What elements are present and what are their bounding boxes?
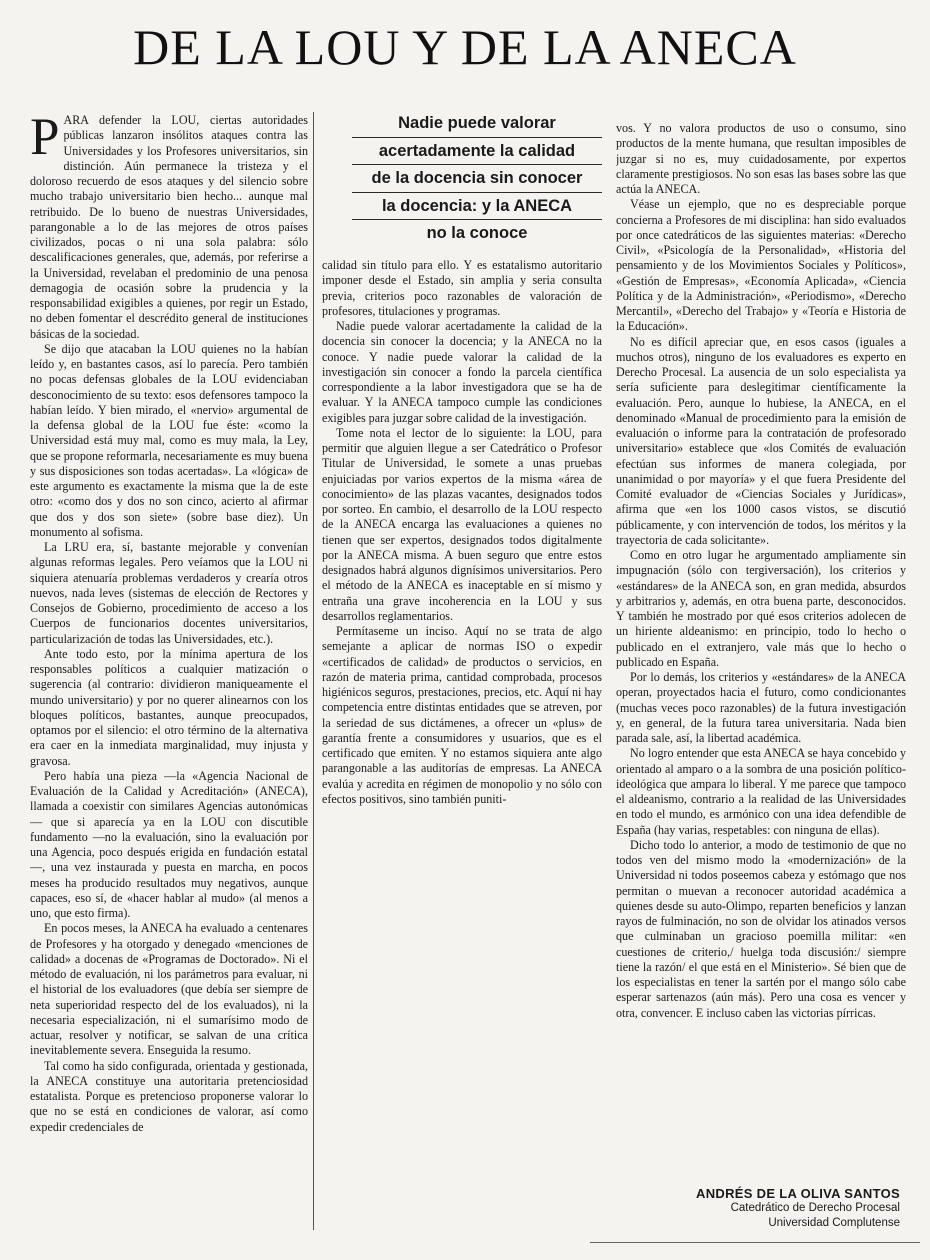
paragraph: Tal como ha sido configurada, orientada y gestionada, la ANECA constituye una autoritaria pretenciosidad estatalista. Porque es pretencioso proponerse valorar lo que no se está en condiciones de valorar, así como expedir credenciales de (30, 1058, 308, 1134)
paragraph: Dicho todo lo anterior, a modo de testimonio de que no todos ven del mismo modo la «modernización» de la Universidad ni todos poseemos cabeza y estómago que nos permitan o muevan a reconocer autoridad académica a quienes desde su auto-Olimpo, reparten beneficios y lanzan rayos de fulminación, no son de olvidar los atinados versos que culminaban un gracioso poemilla militar: «en cuestiones de criterio,/ huelga toda discusión:/ siempre tiene la razón/ el que está en el Ministerio». Sé bien que de los especialistas en tener la sartén por el mango sólo cabe esperar sartenazos (aún más). Pero una cosa es vencer y otra, convencer. E incluso caben las victorias pírricas. (616, 837, 906, 1020)
paragraph: Véase un ejemplo, que no es despreciable porque concierna a Profesores de mi disciplina: han sido evaluados por once catedráticos de las siguientes materias: «Derecho Civil», «Psicología de la Personalidad», «Historia del pensamiento y de los Movimientos Sociales y Políticos», «Gestión de Empresas», «Economía Aplicada», «Ciencia Política y de la Administración», «Periodismo», «Derecho Mercantil», «Derecho del Trabajo» y «Teoría e Historia de la Educación». (616, 197, 906, 334)
paragraph: Pero había una pieza —la «Agencia Nacional de Evaluación de la Calidad y Acreditación» (ANECA), llamada a coexistir con similares Agencias autonómicas— que si aparecía ya en la LOU con discutible fundamento —no la evaluación, sino la evaluación por una Agencia, poco después erigida en fundación estatal—, una vez instaurada y puesta en marcha, en pocos meses ha producido resultados muy negativos, aunque capaces, eso sí, de «hacer hablar al mudo» (al menos a uno, que esto firma). (30, 768, 308, 920)
paragraph: calidad sin título para ello. Y es estatalismo autoritario imponer desde el Estado, sin amplia y seria consulta previa, criterios poco razonables de valoración de profesores, titulaciones y programas. (322, 258, 602, 318)
pull-quote (352, 110, 602, 247)
paragraph: No es difícil apreciar que, en esos casos (iguales a muchos otros), ninguno de los evaluadores es experto en Derecho Procesal. La ausencia de un solo especialista ya sería suficiente para deslegitimar científicamente la evaluación. Pero, aunque lo hubiese, la ANECA, en el denominado «Manual de procedimiento para la emisión de evaluación o informe para la contratación de profesorado universitario» establece que «los Comités de evaluación efectúan sus informes de manera colegiada, por unanimidad o por mayoría» y el que fuera Presidente del Comité evaluador de «Ciencias Sociales y Jurídicas», afirma que «en los 1000 casos vistos, se discutió públicamente, y con intervención de todos, los méritos y la trayectoria de cada solicitante». (616, 334, 906, 547)
paragraph: La LRU era, sí, bastante mejorable y convenían algunas reformas legales. Pero veíamos que la LOU ni siquiera atenuaría problemas verdaderos y crearía otros nuevos, nada leves (sistemas de elección de Rectores y Consejos de Gobierno, procedimiento de acceso a los Cuerpos de funcionarios docentes universitarios, particularización de todas las Universidades, etc.). (30, 540, 308, 646)
author-institution: Universidad Complutense (768, 1217, 900, 1229)
pull-quote-line: acertadamente la calidad (352, 138, 602, 166)
paragraph: Nadie puede valorar acertadamente la calidad de la docencia sin conocer la docencia; y la ANECA no la conoce. Y nadie puede valorar la calidad de la investigación sin conocer a fondo la parcela científica correspondiente a la labor investigadora que se ha de evaluar. Y la ANECA tampoco cumple las condiciones exigibles para juzgar sobre calidad de la investigación. (322, 319, 602, 425)
paragraph: vos. Y no valora productos de uso o consumo, sino productos de la mente humana, que resultan imposibles de juzgar si no es, muy cuidadosamente, por expertos claramente prestigiosos. No son esas las bases sobre las que actúa la ANECA. (616, 121, 906, 196)
article-column-3 (616, 121, 906, 1181)
paragraph: No logro entender que esta ANECA se haya concebido y orientado al amparo o a la sombra de una posición político-ideológica que ampara lo liberal. Y me parece que tampoco el aldeanismo, contrario a la realidad de las Universidades en todo el mundo, es armónico con una idea defendible de España (hay varias, respetables: con ninguna de ellas). (616, 746, 906, 837)
article-column-2 (322, 258, 602, 878)
pull-quote-line: de la docencia sin conocer (352, 165, 602, 193)
bottom-rule (590, 1242, 920, 1243)
article-column-1 (30, 113, 308, 1231)
paragraph: Como en otro lugar he argumentado ampliamente sin impugnación (sólo con tergiversación), los criterios y «estándares» de la ANECA son, en gran medida, absurdos y arbitrarios y, además, en otra buena parte, desconocidos. Y también he mostrado por qué esos criterios adolecen de un hiriente aldeanismo: en principio, todo lo hecho o publicado en el extranjero, vale más que lo hecho o publicado en España. (616, 548, 906, 669)
author-role: Catedrático de Derecho Procesal (730, 1202, 900, 1214)
paragraph: Ante todo esto, por la mínima apertura de los responsables políticos a cualquier matización o sugerencia (al contrario: dividieron maniqueamente el mundo universitario) y por no querer alinearnos con los bloques políticos, bastantes, aunque preocupados, optamos por el silencio: el otro término de la alternativa era caer en la inmediata marginalidad, muy injusta y gravosa. (30, 646, 308, 768)
paragraph (30, 113, 308, 342)
column-divider (313, 112, 314, 1230)
paragraph: Se dijo que atacaban la LOU quienes no la habían leído y, en bastantes casos, así lo parecía. Pero también no pocas defensas globales de la LOU evidenciaban desconocimiento de su texto: esos defensores tampoco la habían leído. Y bien mirado, el «nervio» argumental de la defensa global de la LOU fue éste: «como la Universidad está muy mal, como es muy mala, la Ley, que se propone reformarla, necesariamente es muy buena y sus disposiciones son todas acertadas». La «lógica» de este argumento es exactamente la misma que la de este otro: «como dos y dos no son cinco, acierto al afirmar que dos y dos son siete» (sobre base diez). Un monumento al sofisma. (30, 341, 308, 539)
paragraph-text: ARA defender la LOU, ciertas autoridades públicas lanzaron insólitos ataques contra las Universidades y los Profesores universitarios, sin distinción. Aún permanece la tristeza y el doloroso recuerdo de esos ataques y del silencio sobre mucho trabajo universitario bien hecho... aunque mal retribuido. De lo bueno de nuestras Universidades, parangonable a lo de las mejores de otros países civilizados, pocas o ni una sola palabra: sólo descalificaciones generales, que, además, por referirse a la Universidad, revelaban el predominio de una penosa demagogia de ocasión sobre la prudencia y la responsabilidad exigibles a quienes, por regir un Estado, no deben fomentar el descrédito general de instituciones básicas de la sociedad. (30, 113, 308, 341)
paragraph: Permítaseme un inciso. Aquí no se trata de algo semejante a aplicar de normas ISO o expedir «certificados de calidad» de productos o servicios, en razón de materia prima, cantidad comprobada, procesos higiénicos seguros, prestaciones, precios, etc. Aquí ni hay competencia entre distintas entidades que se atreven, por la seriedad de sus dictámenes, a ofrecer un «plus» de garantía frente a consumidores y usuarios, que es el certificado que emiten. Y no estamos siquiera ante algo parangonable a las auditorías de empresas. La ANECA evalúa y acredita en régimen de monopolio y no sólo con efectos positivos, sino también puniti- (322, 624, 602, 806)
paragraph: Tome nota el lector de lo siguiente: la LOU, para permitir que alguien llegue a ser Catedrático o Profesor Titular de Universidad, le somete a unas pruebas enjuiciadas por varios expertos de la misma «área de conocimiento» de las plazas vacantes, designados todos por sorteo. En cambio, el desarrollo de la LOU respecto de la ANECA encarga las evaluaciones a quienes no tienen que ser expertos, designados todos digitalmente por la ANECA misma. A buen seguro que entre estos designados habrá algunos dignísimos universitarios. Pero el método de la ANECA es inaceptable en sí mismo y entraña una grave incoherencia en la LOU y sus desarrollos reglamentarios. (322, 425, 602, 623)
paragraph: Por lo demás, los criterios y «estándares» de la ANECA operan, proyectados hacia el futuro, como condicionantes (muchas veces poco razonables) de la futura investigación y, en general, de la futura tarea universitaria. Nada bien parada sale, así, la libertad académica. (616, 670, 906, 745)
author-signature (600, 1186, 900, 1231)
paragraph: En pocos meses, la ANECA ha evaluado a centenares de Profesores y ha otorgado y denegado «menciones de calidad» a docenas de «Programas de Doctorado». Ni el método de evaluación, ni los parámetros para evaluar, ni el historial de los evaluadores (que debía ser siempre de neta superioridad respecto del de los evaluados), ni la necesaria especialización, ni el sumarísimo modo de actuar, resolver y notificar, se salvan de una crítica inevitablemente severa. Enseguida la resumo. (30, 921, 308, 1058)
article-headline: DE LA LOU Y DE LA ANECA (133, 19, 797, 75)
author-name: ANDRÉS DE LA OLIVA SANTOS (696, 1186, 900, 1201)
pull-quote-line: no la conoce (426, 224, 528, 243)
pull-quote-line: la docencia: y la ANECA (352, 193, 602, 221)
drop-cap: P (30, 113, 60, 166)
pull-quote-line: Nadie puede valorar (352, 110, 602, 138)
